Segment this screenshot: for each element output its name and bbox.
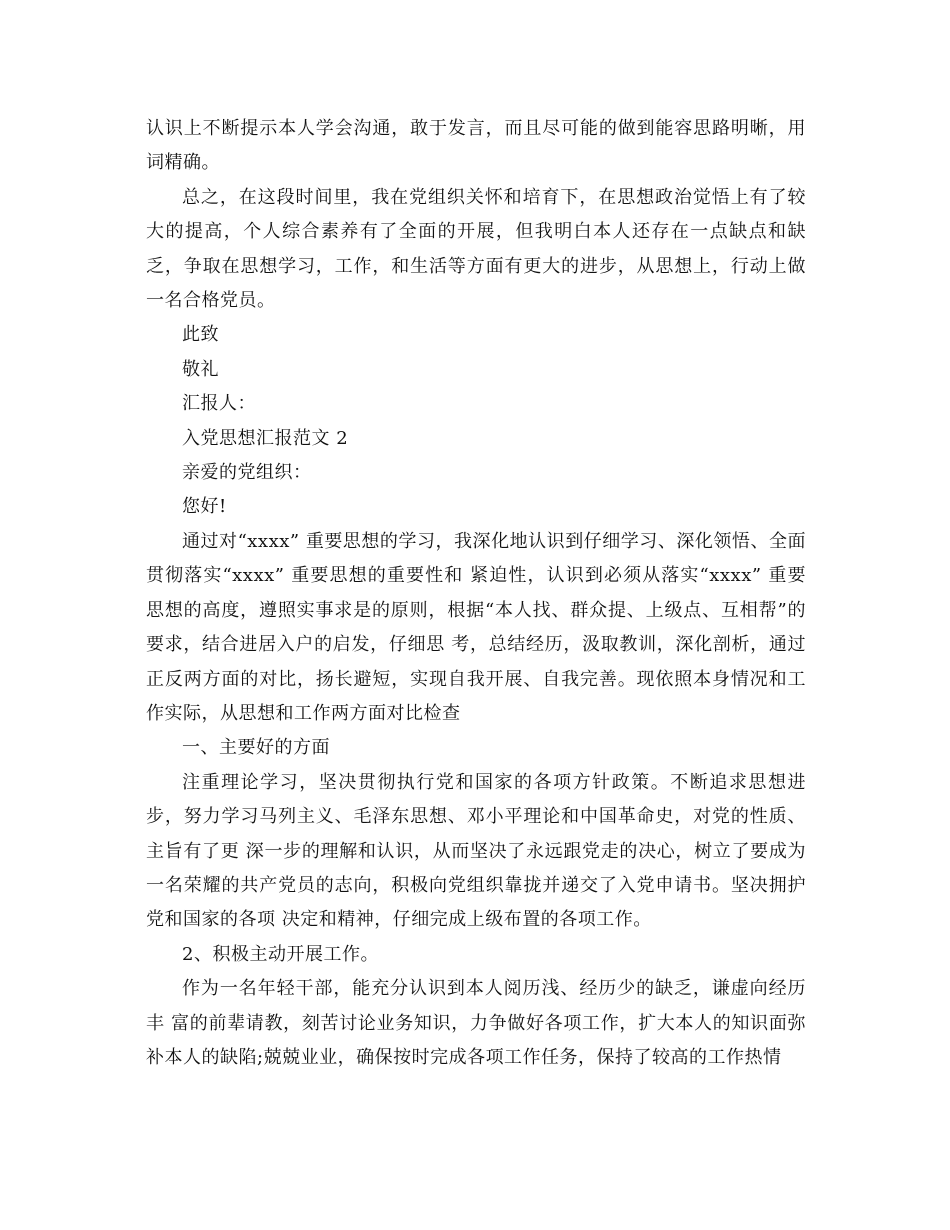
paragraph-summary: 总之，在这段时间里，我在党组织关怀和培育下，在思想政治觉悟上有了较大的提高，个人综合素养有了全面的开展，但我明白本人还存在一点缺点和缺乏，争取在思想学习，工作，和生活等方面有更大的进步，从思想上，行动上做一名合格党员。: [146, 186, 806, 312]
salutation: 亲爱的党组织：: [182, 462, 312, 484]
paragraph-work: 作为一名年轻干部，能充分认识到本人阅历浅、经历少的缺乏，谦虚向经历丰 富的前辈请教，刻苦讨论业务知识，力争做好各项工作，扩大本人的知识面弥补本人的缺陷;兢兢业业，确保按时完成各项工作任务，保持了较高的工作热情: [146, 978, 806, 1068]
reporter-label: 汇报人：: [182, 393, 256, 415]
heading-active-work: 2、积极主动开展工作。: [182, 943, 379, 965]
closing-jingli: 敬礼: [182, 358, 219, 380]
paragraph-continued: 认识上不断提示本人学会沟通，敢于发言，而且尽可能的做到能容思路明晰，用词精确。: [146, 118, 806, 174]
paragraph-theory-study: 注重理论学习，坚决贯彻执行党和国家的各项方针政策。不断追求思想进步，努力学习马列主义、毛泽东思想、邓小平理论和中国革命史，对党的性质、主旨有了更 深一步的理解和认识，从而坚决了永远跟党走的决心，树立了要成为一名荣耀的共产党员的志向，积极向党组织靠拢并递交了入党申请书。坚决拥护党和国家的各项 决定和精神，仔细完成上级布置的各项工作。: [146, 771, 806, 931]
closing-cizhi: 此致: [182, 324, 219, 346]
heading-main-strengths: 一、主要好的方面: [182, 737, 330, 759]
document-body: [146, 112, 806, 1075]
greeting: 您好!: [182, 496, 227, 518]
paragraph-intro: 通过对“xxxx” 重要思想的学习，我深化地认识到仔细学习、深化领悟、全面贯彻落实“xxxx” 重要思想的重要性和 紧迫性，认识到必须从落实“xxxx” 重要思想的高度，遵照实事求是的原则，根据“本人找、群众提、上级点、互相帮”的要求，结合进居入户的启发，仔细思 考，总结经历，汲取教训，深化剖析，通过正反两方面的对比，扬长避短，实现自我开展、自我完善。现依照本身情况和工作实际，从思想和工作两方面对比检查: [146, 530, 806, 724]
section-title: 入党思想汇报范文 2: [182, 427, 349, 449]
